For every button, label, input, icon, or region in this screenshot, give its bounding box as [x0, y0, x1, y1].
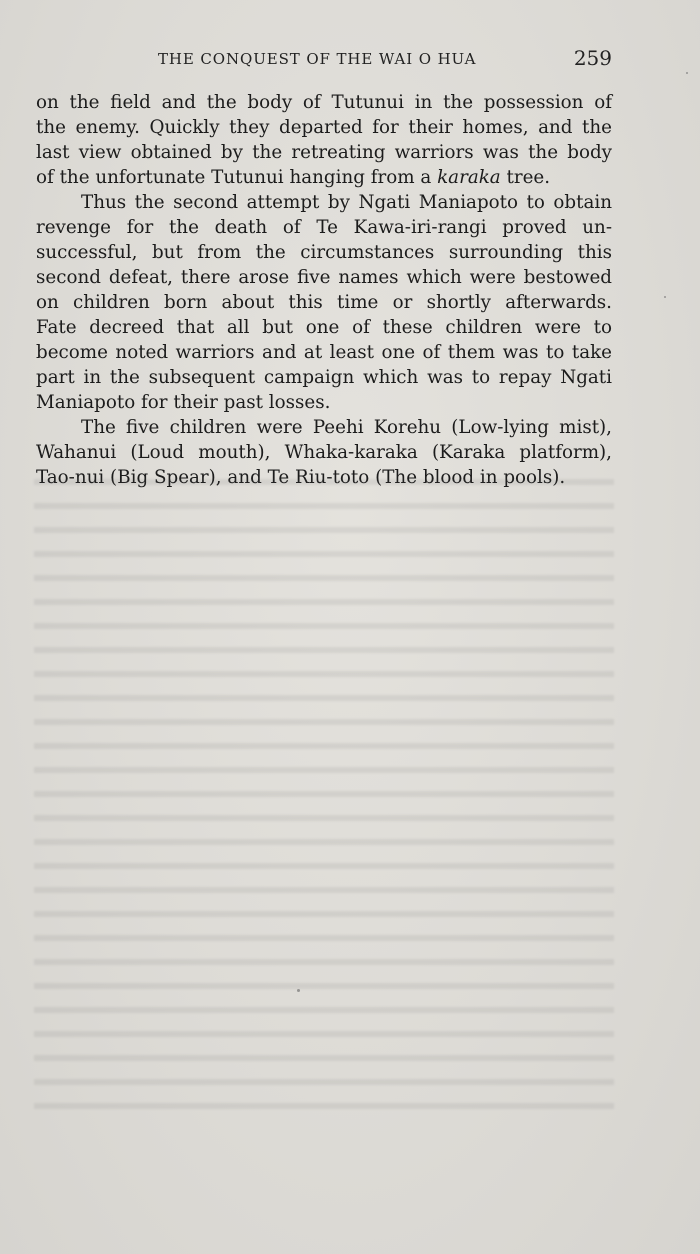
text-line: on children born about this time or shortly afterwards. — [36, 292, 612, 313]
text-line: last view obtained by the retreating warriors was the body — [36, 142, 612, 163]
running-head: THE CONQUEST OF THE WAI O HUA — [158, 50, 477, 68]
text-segment: of the unfortunate Tutunui hanging from a — [36, 167, 438, 188]
text-line — [36, 165, 612, 190]
italic-term: karaka — [437, 167, 501, 188]
text-line: Wahanui (Loud mouth), Whaka-karaka (Karaka platform), — [36, 442, 612, 463]
text-line: become noted warriors and at least one of them was to take — [36, 342, 612, 363]
paragraph-2 — [36, 190, 612, 415]
text-line: Fate decreed that all but one of these children were to — [36, 317, 612, 338]
paragraph-1 — [36, 90, 612, 190]
page-header — [36, 46, 612, 74]
text-line: the enemy. Quickly they departed for their homes, and the — [36, 117, 612, 138]
text-line: second defeat, there arose five names which were bestowed — [36, 267, 612, 288]
text-line: Tao-nui (Big Spear), and Te Riu-toto (The blood in pools). — [36, 467, 566, 488]
paper-speck — [686, 72, 688, 74]
text-line: part in the subsequent campaign which was to repay Ngati — [36, 367, 612, 388]
paper-speck — [297, 989, 300, 992]
text-line: The five children were Peehi Korehu (Low-lying mist), — [81, 417, 612, 438]
page-number: 259 — [573, 46, 612, 70]
body-text — [36, 90, 612, 490]
text-line: on the field and the body of Tutunui in the possession of — [36, 92, 612, 113]
text-line: successful, but from the circumstances surrounding this — [36, 242, 612, 263]
text-line: revenge for the death of Te Kawa-iri-rangi proved un- — [36, 217, 612, 238]
text-line: Thus the second attempt by Ngati Maniapoto to obtain — [81, 192, 612, 213]
text-segment: tree. — [500, 167, 551, 188]
paper-speck — [664, 296, 666, 298]
text-line: Maniapoto for their past losses. — [36, 392, 331, 413]
show-through-text — [34, 470, 614, 1110]
